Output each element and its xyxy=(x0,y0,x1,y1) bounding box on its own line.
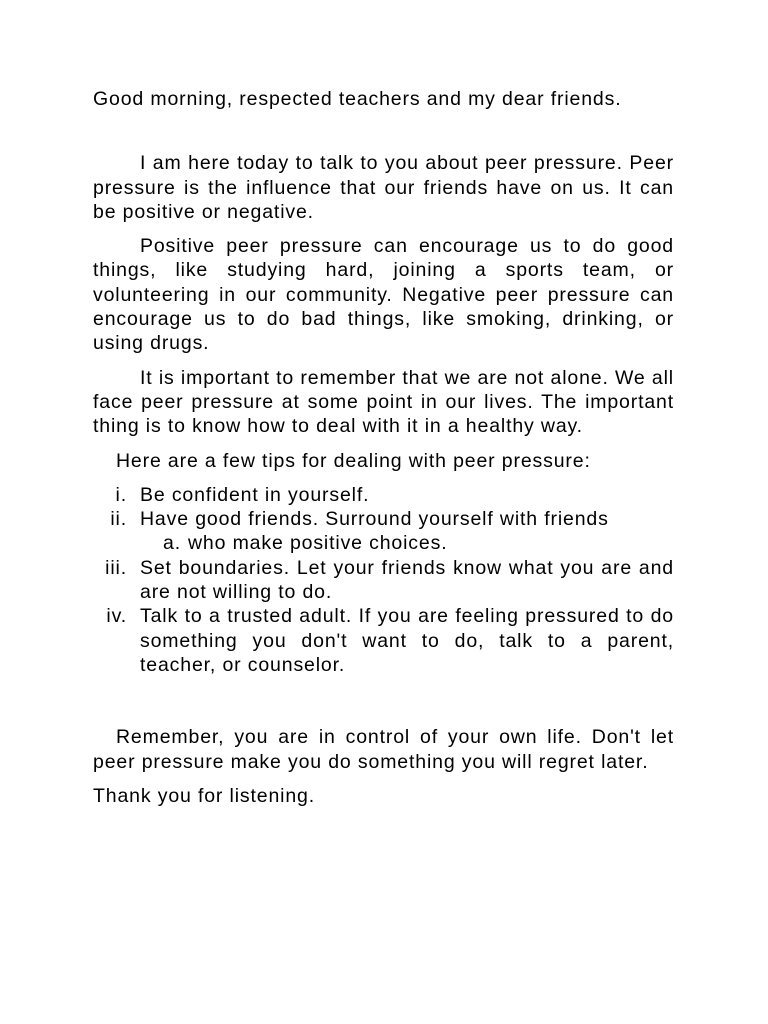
sub-tip-item xyxy=(93,531,674,555)
document-page xyxy=(93,87,674,808)
tip-item xyxy=(93,507,674,556)
tip-text: Be confident in yourself. xyxy=(140,483,370,506)
tips-list xyxy=(93,483,674,677)
sub-tip-number: a. xyxy=(163,532,181,555)
tip-item xyxy=(93,604,674,677)
tip-text: Talk to a trusted adult. If you are feeling pressured to do something you don't want to do, talk to a parent, teacher, or counselor. xyxy=(140,605,674,676)
tip-number: iii. xyxy=(105,556,127,579)
closing-paragraph: Remember, you are in control of your own life. Don't let peer pressure make you do something you will regret later. xyxy=(93,726,674,773)
paragraph-intro: I am here today to talk to you about peer pressure. Peer pressure is the influence that our friends have on us. It can be positive or negative. xyxy=(93,152,674,223)
tip-item xyxy=(93,556,674,605)
paragraph-not-alone: It is important to remember that we are not alone. We all face peer pressure at some point in our lives. The important thing is to know how to deal with it in a healthy way. xyxy=(93,366,674,438)
thanks-line: Thank you for listening. xyxy=(93,784,316,807)
tip-number: ii. xyxy=(110,508,127,531)
sub-tip-text: who make positive choices. xyxy=(188,532,448,555)
tips-intro: Here are a few tips for dealing with peer pressure: xyxy=(116,449,591,472)
tip-number: i. xyxy=(115,483,127,506)
tip-item xyxy=(93,483,674,507)
tip-text: Have good friends. Surround yourself with friends xyxy=(140,508,609,531)
paragraph-positive-negative: Positive peer pressure can encourage us to do good things, like studying hard, joining a sports team, or volunteering in our community. Negative peer pressure can encourage us to do bad things, like smoking, drinking, or using drugs. xyxy=(93,235,674,355)
tip-text: Set boundaries. Let your friends know what you are and are not willing to do. xyxy=(140,556,674,604)
tip-number: iv. xyxy=(106,605,127,628)
greeting-line: Good morning, respected teachers and my dear friends. xyxy=(93,88,622,110)
